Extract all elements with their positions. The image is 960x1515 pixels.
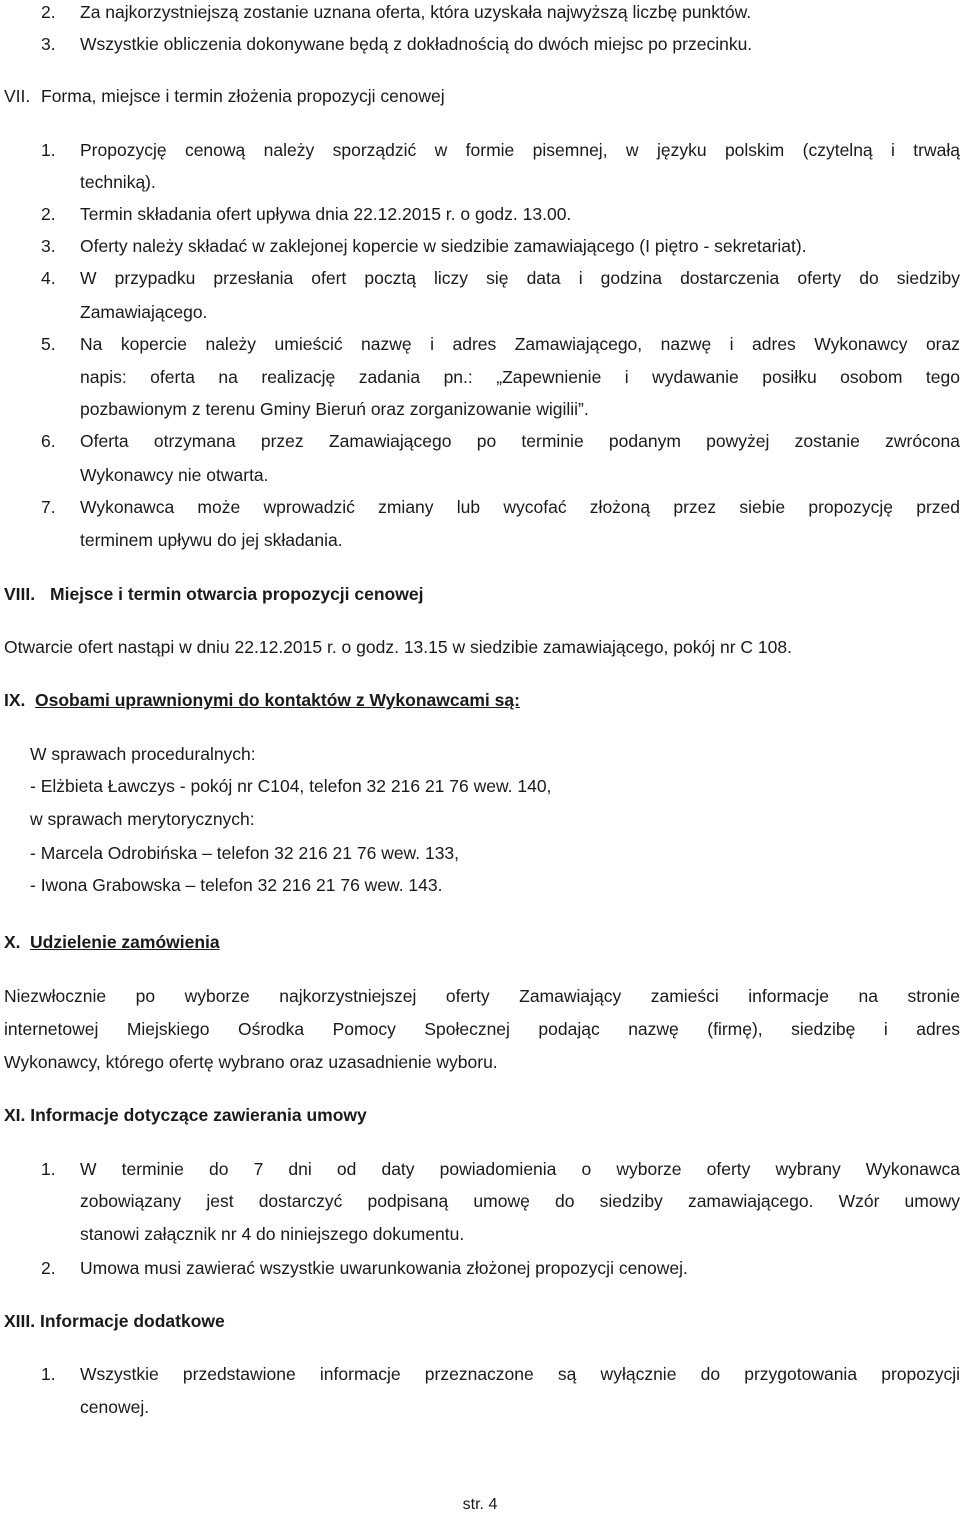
list-text-line: zobowiązany jest dostarczyć podpisaną umowę do siedziby zamawiającego. Wzór umowy — [80, 1191, 960, 1211]
section-title: Forma, miejsce i termin złożenia propozycji cenowej — [41, 86, 445, 106]
list-text-line: techniką). — [80, 172, 156, 192]
paragraph-line: internetowej Miejskiego Ośrodka Pomocy Społecznej podając nazwę (firmę), siedzibę i adres — [4, 1019, 960, 1039]
list-text-line: napis: oferta na realizację zadania pn.: „Zapewnienie i wydawanie posiłku osobom tego — [80, 367, 960, 387]
list-text-line: Wykonawcy nie otwarta. — [80, 465, 269, 485]
contact-line: W sprawach proceduralnych: — [30, 744, 256, 764]
section-number: IX. — [4, 690, 26, 710]
list-text-line: W terminie do 7 dni od daty powiadomienia o wyborze oferty wybrany Wykonawca — [80, 1159, 960, 1179]
section-title: Miejsce i termin otwarcia propozycji cenowej — [50, 584, 424, 604]
contact-line: - Elżbieta Ławczys - pokój nr C104, telefon 32 216 21 76 wew. 140, — [30, 776, 552, 796]
list-text: Wszystkie obliczenia dokonywane będą z dokładnością do dwóch miejsc po przecinku. — [80, 34, 753, 54]
paragraph-line: Wykonawcy, którego ofertę wybrano oraz uzasadnienie wyboru. — [4, 1052, 498, 1072]
section-number: X. — [4, 932, 21, 952]
list-text-line: Oferta otrzymana przez Zamawiającego po terminie podanym powyżej zostanie zwrócona — [80, 431, 960, 451]
list-text-line: Propozycję cenową należy sporządzić w formie pisemnej, w języku polskim (czytelną i trwałą — [80, 140, 960, 160]
list-text-line: Wykonawca może wprowadzić zmiany lub wycofać złożoną przez siebie propozycję przed — [80, 497, 960, 517]
section-title: Osobami uprawnionymi do kontaktów z Wykonawcami są: — [35, 690, 520, 710]
section-number: VII. — [4, 86, 31, 106]
section-title: XIII. Informacje dodatkowe — [4, 1311, 225, 1331]
list-text-line: W przypadku przesłania ofert pocztą liczy się data i godzina dostarczenia oferty do siedziby — [80, 268, 960, 288]
section-title: XI. Informacje dotyczące zawierania umowy — [4, 1105, 367, 1125]
paragraph: Otwarcie ofert nastąpi w dniu 22.12.2015 r. o godz. 13.15 w siedzibie zamawiającego, pokój nr C 108. — [4, 637, 792, 657]
list-text-line: Na kopercie należy umieścić nazwę i adres Zamawiającego, nazwę i adres Wykonawcy oraz — [80, 334, 960, 354]
list-text-line: terminem upływu do jej składania. — [80, 530, 343, 550]
contact-line: - Iwona Grabowska – telefon 32 216 21 76 wew. 143. — [30, 875, 443, 895]
list-number: 6. — [41, 431, 56, 451]
list-number: 3. — [41, 236, 56, 256]
list-text-line: cenowej. — [80, 1397, 150, 1417]
list-number: 2. — [41, 1258, 56, 1278]
list-text-line: Wszystkie przedstawione informacje przeznaczone są wyłącznie do przygotowania propozycji — [80, 1364, 960, 1384]
contact-line: - Marcela Odrobińska – telefon 32 216 21 76 wew. 133, — [30, 843, 460, 863]
list-number: 5. — [41, 334, 56, 354]
page-number: str. 4 — [462, 1496, 498, 1513]
section-title: Udzielenie zamówienia — [30, 932, 220, 952]
list-number: 1. — [41, 1364, 56, 1384]
paragraph-line: Niezwłocznie po wyborze najkorzystniejszej oferty Zamawiający zamieści informacje na stronie — [4, 986, 960, 1006]
list-number: 3. — [41, 34, 56, 54]
list-text: Oferty należy składać w zaklejonej kopercie w siedzibie zamawiającego (I piętro - sekretariat). — [80, 236, 807, 256]
list-number: 2. — [41, 2, 56, 22]
contact-line: w sprawach merytorycznych: — [30, 809, 255, 829]
list-number: 1. — [41, 140, 56, 160]
list-text: Umowa musi zawierać wszystkie uwarunkowania złożonej propozycji cenowej. — [80, 1258, 688, 1278]
list-number: 2. — [41, 204, 56, 224]
list-text-line: Zamawiającego. — [80, 302, 208, 322]
list-number: 1. — [41, 1159, 56, 1179]
list-text: Za najkorzystniejszą zostanie uznana oferta, która uzyskała najwyższą liczbę punktów. — [80, 2, 752, 22]
list-text-line: stanowi załącznik nr 4 do niniejszego dokumentu. — [80, 1224, 465, 1244]
section-number: VIII. — [4, 584, 36, 604]
list-number: 7. — [41, 497, 56, 517]
list-text-line: pozbawionym z terenu Gminy Bieruń oraz zorganizowanie wigilii”. — [80, 399, 589, 419]
list-text: Termin składania ofert upływa dnia 22.12.2015 r. o godz. 13.00. — [80, 204, 572, 224]
list-number: 4. — [41, 268, 56, 288]
